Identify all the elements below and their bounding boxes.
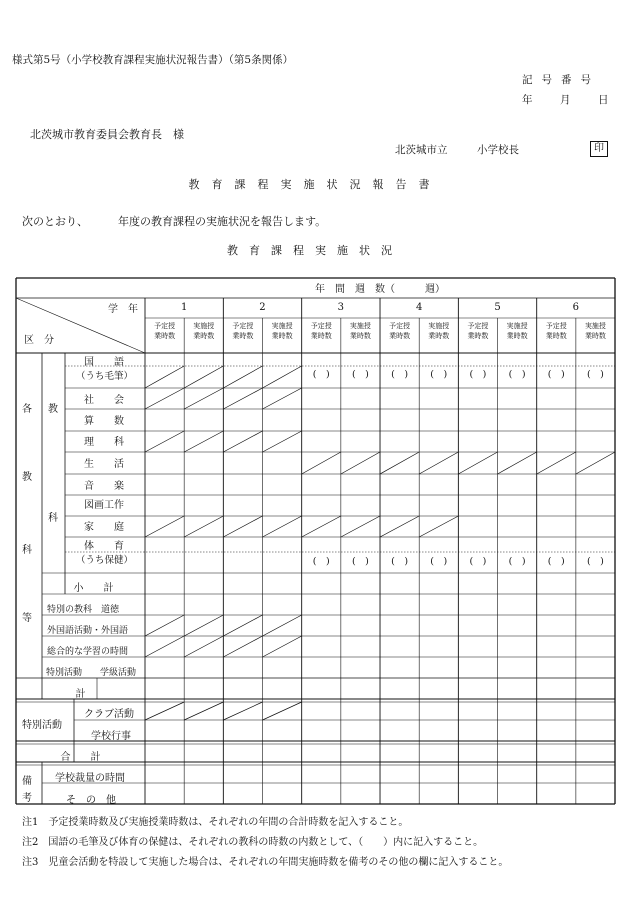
integrated-label: 総合的な学習の時間 — [47, 647, 129, 657]
sender-city: 北茨城市立 — [395, 144, 448, 156]
paren-cell[interactable]: ( ) — [586, 556, 604, 567]
grade-5: 5 — [494, 302, 501, 313]
total-label: 計 — [75, 689, 86, 700]
planned-hours-header: 予定授 業時数 — [545, 322, 567, 340]
grade-4: 4 — [415, 302, 423, 313]
planned-hours-header: 予定授 業時数 — [232, 322, 254, 340]
actual-hours-header: 実施授 業時数 — [349, 322, 371, 340]
club-label: クラブ活動 — [84, 709, 134, 720]
paren-cell[interactable]: ( ) — [312, 556, 330, 567]
other-label: そ の 他 — [66, 795, 116, 806]
intro-before: 次のとおり、 — [22, 215, 88, 228]
group-kaku-2: 教 — [22, 472, 32, 483]
paren-cell[interactable]: ( ) — [508, 369, 526, 380]
school-events-label: 学校行事 — [91, 731, 131, 742]
seal-stamp: 印 — [590, 141, 608, 157]
note-2: 注2 国語の毛筆及び体育の保健は、それぞれの教科の時数の内数として、（ ）内に記入すること。 — [22, 837, 484, 848]
subject-label: 体 育 — [84, 541, 124, 552]
subject-label: 音 楽 — [84, 481, 124, 492]
weeks-header: 年 間 週 数（ 週） — [315, 284, 445, 295]
grade-3: 3 — [337, 302, 345, 313]
subtotal-label: 小 計 — [73, 583, 114, 594]
paren-cell[interactable]: ( ) — [351, 556, 369, 567]
actual-hours-header: 実施授 業時数 — [428, 322, 450, 340]
class-activities-label: 学級活動 — [100, 668, 137, 678]
actual-hours-header: 実施授 業時数 — [271, 322, 293, 340]
paren-cell[interactable]: ( ) — [391, 369, 409, 380]
grand-total-label: 合 計 — [60, 752, 101, 763]
remarks-label-2: 考 — [22, 793, 32, 804]
date-day: 日 — [598, 94, 609, 106]
paren-cell[interactable]: ( ) — [391, 556, 409, 567]
subject-label: 理 科 — [84, 437, 124, 448]
actual-hours-header: 実施授 業時数 — [193, 322, 215, 340]
subject-label: 生 活 — [84, 459, 124, 470]
date-month: 月 — [560, 94, 571, 106]
paren-cell[interactable]: ( ) — [469, 556, 487, 567]
subject-label: 家 庭 — [84, 522, 124, 533]
subject-sublabel: （うち保健） — [76, 555, 134, 566]
paren-cell[interactable]: ( ) — [351, 369, 369, 380]
grade-6: 6 — [572, 302, 580, 313]
paren-cell[interactable]: ( ) — [430, 556, 448, 567]
planned-hours-header: 予定授 業時数 — [154, 322, 176, 340]
group-kaku-4: 等 — [22, 613, 32, 624]
paren-cell[interactable]: ( ) — [586, 369, 604, 380]
grade-2: 2 — [259, 302, 266, 313]
paren-cell[interactable]: ( ) — [508, 556, 526, 567]
addressee: 北茨城市教育委員会教育長 様 — [30, 128, 184, 141]
actual-hours-header: 実施授 業時数 — [584, 322, 606, 340]
paren-cell[interactable]: ( ) — [312, 369, 330, 380]
intro-after: 年度の教育課程の実施状況を報告します。 — [118, 215, 327, 228]
document-title: 教育課程実施状況報告書 — [188, 178, 442, 191]
grade-label: 学 年 — [108, 304, 138, 315]
moral-label: 特別の教科 道徳 — [47, 605, 120, 615]
date-year: 年 — [522, 94, 533, 106]
special-activities-2-label: 特別活動 — [22, 720, 62, 731]
paren-cell[interactable]: ( ) — [469, 369, 487, 380]
paren-cell[interactable]: ( ) — [547, 556, 565, 567]
sender-title: 小学校長 — [477, 144, 519, 156]
planned-hours-header: 予定授 業時数 — [467, 322, 489, 340]
group-kaku-1: 各 — [22, 404, 32, 415]
note-3: 注3 児童会活動を特設して実施した場合は、それぞれの年間実施時数を備考のその他の欄に記入すること。 — [22, 857, 509, 868]
planned-hours-header: 予定授 業時数 — [310, 322, 332, 340]
note-1: 注1 予定授業時数及び実施授業時数は、それぞれの年間の合計時数を記入すること。 — [22, 817, 409, 828]
group-kyoka-1: 教 — [48, 404, 58, 415]
group-kyoka-2: 科 — [48, 513, 58, 524]
planned-hours-header: 予定授 業時数 — [389, 322, 411, 340]
category-label: 区 分 — [24, 335, 54, 346]
paren-cell[interactable]: ( ) — [430, 369, 448, 380]
record-number-label: 記号番号 — [522, 74, 600, 86]
school-discretion-label: 学校裁量の時間 — [55, 773, 125, 784]
paren-cell[interactable]: ( ) — [547, 369, 565, 380]
actual-hours-header: 実施授 業時数 — [506, 322, 528, 340]
remarks-label-1: 備 — [22, 776, 32, 787]
group-kaku-3: 科 — [22, 545, 32, 556]
form-title: 様式第5号（小学校教育課程実施状況報告書）（第5条関係） — [12, 54, 294, 66]
table-title: 教育課程実施状況 — [227, 244, 403, 257]
subject-label: 算 数 — [84, 416, 124, 427]
special-activities-label: 特別活動 — [46, 668, 83, 678]
subject-sublabel: （うち毛筆） — [76, 371, 134, 382]
subject-label: 図画工作 — [84, 500, 124, 511]
subject-label: 社 会 — [84, 395, 124, 406]
subject-label: 国 語 — [84, 357, 124, 368]
grade-1: 1 — [180, 302, 188, 313]
foreign-label: 外国語活動・外国語 — [47, 626, 129, 636]
